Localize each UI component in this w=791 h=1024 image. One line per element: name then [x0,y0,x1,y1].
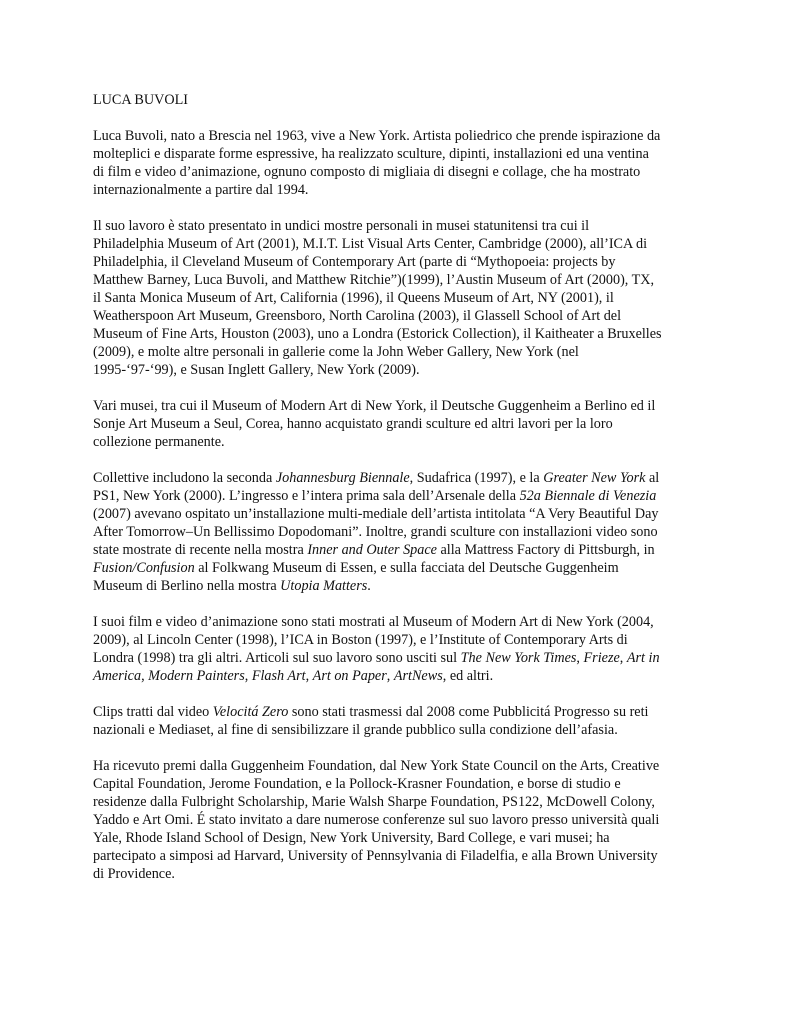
italic-title: Inner and Outer Space [307,542,437,558]
text-run: sono stati trasmessi dal 2008 come Pubblicitá Progresso su reti nazionali e Mediaset, al fine di sensibilizzare il grande pubblico sulla condizione dell’afasia. [93,704,649,738]
italic-title: Modern Painters [148,668,245,684]
text-run: , [619,650,627,666]
paragraph-awards: Ha ricevuto premi dalla Guggenheim Foundation, dal New York State Council on the Arts, Creative Capital Foundation, Jerome Foundation, e la Pollock-Krasner Foundation, e borse di studio e residenze dalla Fulbright Scholarship, Marie Walsh Sharpe Foundation, PS122, McDowell Colony, Yaddo e Art Omi. É stato invitato a dare numerose conferenze sul suo lavoro presso università quali Yale, Rhode Island School of Design, New York University, Bard College, e vari musei; ha partecipato a simposi ad Harvard, University of Pennsylvania di Filadelfia, e alla Brown University di Providence. [93,758,660,882]
italic-title: ArtNews [393,668,443,684]
italic-title: Velocitá Zero [212,704,289,720]
text-run: alla Mattress Factory di Pittsburgh, in [436,542,655,558]
text-run: I suoi film e video d’animazione sono stati mostrati al Museum of Modern Art di New York (2004, 2009), al Lincoln Center (1998), l’ICA in Boston (1997), e l’Institute of Contemporary Arts di Londra (1998) tra gli altri. Articoli sul suo lavoro sono usciti sul [93,614,654,666]
paragraph-films [93,613,663,685]
text-run: , ed altri. [442,668,494,684]
text-run: al Folkwang Museum di Essen, e sulla facciata del Deutsche Guggenheim Museum di Berlino nella mostra [93,560,619,594]
paragraph-group-exhibitions [93,469,663,595]
text-run: , [141,668,149,684]
paragraph-clips [93,703,663,739]
text-run: Clips tratti dal video [93,704,213,720]
italic-title: The New York Times [460,650,577,666]
italic-title: Art in America [93,650,660,684]
text-run: (2007) avevano ospitato un’installazione multi-mediale dell’artista intitolata “A Very Beautiful Day After Tomorrow–Un Bellissimo Dopodomani”. Inoltre, grandi sculture con installazioni video sono state mostrate di recente nella mostra [93,506,659,558]
text-run: al PS1, New York (2000). L’ingresso e l’intera prima sala dell’Arsenale della [93,470,660,504]
italic-title: Greater New York [543,470,646,486]
paragraph-solo-exhibitions: Il suo lavoro è stato presentato in undici mostre personali in musei statunitensi tra cui il Philadelphia Museum of Art (2001), M.I.T. List Visual Arts Center, Cambridge (2000), all’ICA di Philadelphia, il Cleveland Museum of Contemporary Art (parte di “Mythopoeia: projects by Matthew Barney, Luca Buvoli, and Matthew Ritchie”)(1999), l’Austin Museum of Art (2000), TX, il Santa Monica Museum of Art, California (1996), il Queens Museum of Art, NY (2001), il Weatherspoon Art Museum, Greensboro, North Carolina (2003), il Glassell School of Art del Museum of Fine Arts, Houston (2003), uno a Londra (Estorick Collection), il Kaitheater a Bruxelles (2009), e molte altre personali in gallerie come la John Weber Gallery, New York (nel 1995-‘97-‘99), e Susan Inglett Gallery, New York (2009). [93,218,662,378]
italic-title: Flash Art [251,668,306,684]
paragraph-collections: Vari musei, tra cui il Museum of Modern Art di New York, il Deutsche Guggenheim a Berlino ed il Sonje Art Museum a Seul, Corea, hanno acquistato grandi sculture ed altri lavori per la loro collezione permanente. [93,398,656,450]
italic-title: Fusion/Confusion [93,560,195,576]
paragraph-intro: Luca Buvoli, nato a Brescia nel 1963, vive a New York. Artista poliedrico che prende ispirazione da molteplici e disparate forme espressive, ha realizzato sculture, dipinti, installazioni ed una ventina di film e video d’animazione, ognuno composto di migliaia di disegni e collage, che ha mostrato internazionalmente a partire dal 1994. [93,128,661,198]
text-run: , [305,668,313,684]
document-title: LUCA BUVOLI [93,92,188,108]
text-run: , [576,650,584,666]
text-run: . [367,578,371,594]
italic-title: 52a Biennale di Venezia [519,488,657,504]
document-page [93,91,663,901]
italic-title: Frieze [583,650,620,666]
text-run: , Sudafrica (1997), e la [409,470,544,486]
italic-title: Johannesburg Biennale [275,470,410,486]
italic-title: Utopia Matters [280,578,368,594]
text-run: , [386,668,394,684]
text-run: Collettive includono la seconda [93,470,276,486]
italic-title: Art on Paper [312,668,387,684]
text-run: , [244,668,252,684]
